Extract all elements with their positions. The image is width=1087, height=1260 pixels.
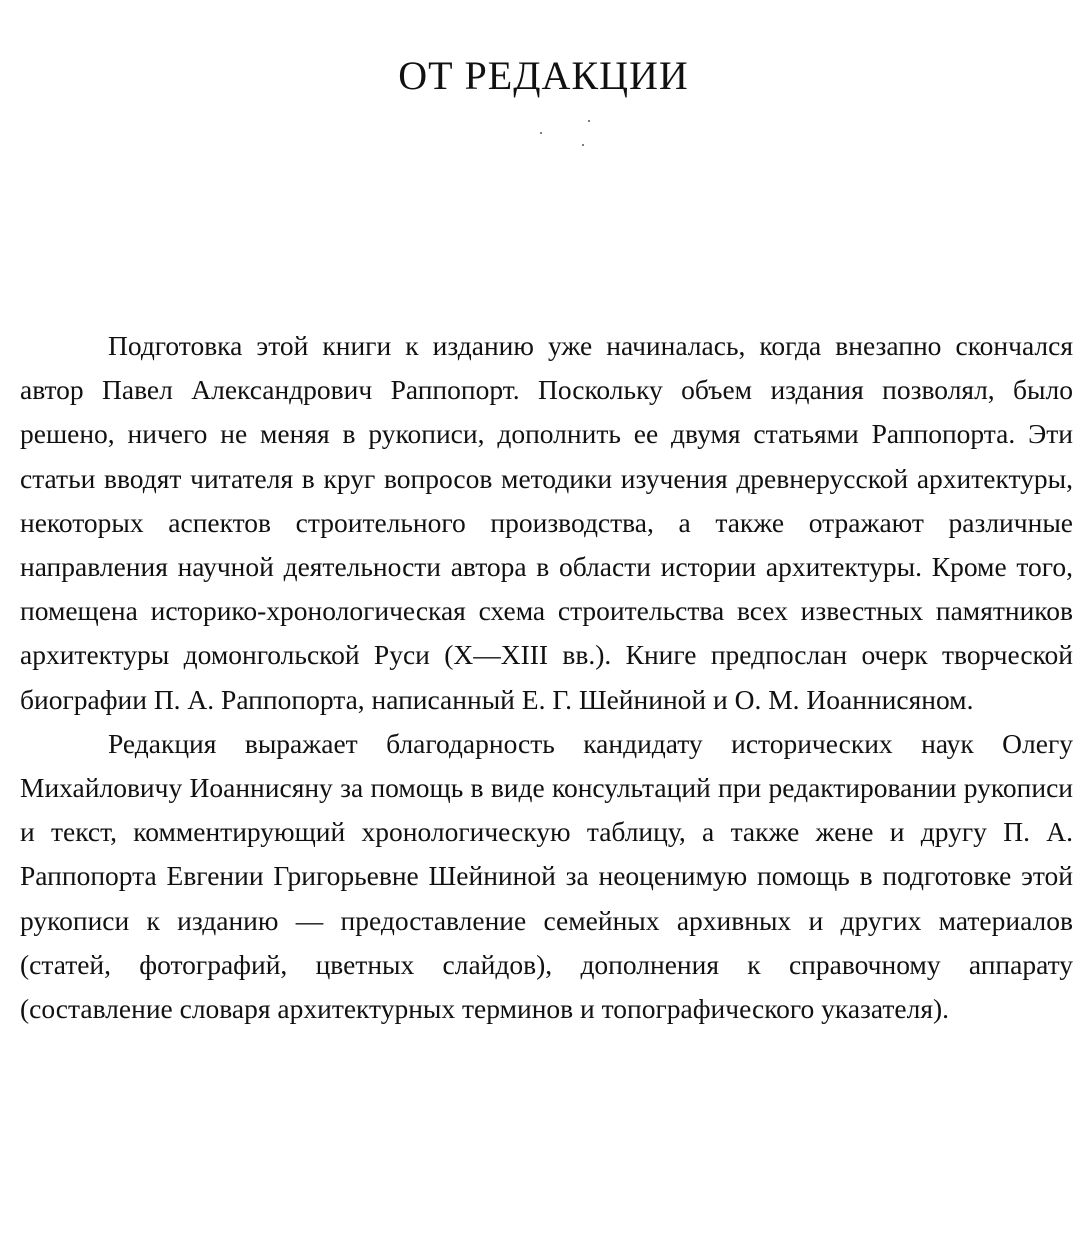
page-title: ОТ РЕДАКЦИИ <box>398 53 689 98</box>
body-text <box>20 324 1073 1031</box>
print-specks <box>540 118 590 148</box>
paragraph-1: Подготовка этой книги к изданию уже начиналась, когда внезапно скончался автор Павел Александрович Раппопорт. Поскольку объем издания позволял, было решено, ничего не меняя в рукописи, дополнить ее двумя статьями Раппопорта. Эти статьи вводят читателя в круг вопросов методики изучения древнерусской архитектуры, некоторых аспектов строительного производства, а также отражают различные направления научной деятельности автора в области истории архитектуры. Кроме того, помещена историко-хронологическая схема строительства всех известных памятников архитектуры домонгольской Руси (X—XIII вв.). Книге предпослан очерк творческой биографии П. А. Раппопорта, написанный Е. Г. Шейниной и О. М. Иоаннисяном. <box>20 330 1073 715</box>
paragraph-2: Редакция выражает благодарность кандидату исторических наук Олегу Михайловичу Иоаннисяну за помощь в виде консультаций при редактировании рукописи и текст, комментирующий хронологическую таблицу, а также жене и другу П. А. Раппопорта Евгении Григорьевне Шейниной за неоценимую помощь в подготовке этой рукописи к изданию — предоставление семейных архивных и других материалов (статей, фотографий, цветных слайдов), дополнения к справочному аппарату (составление словаря архитектурных терминов и топографического указателя). <box>20 727 1073 1025</box>
